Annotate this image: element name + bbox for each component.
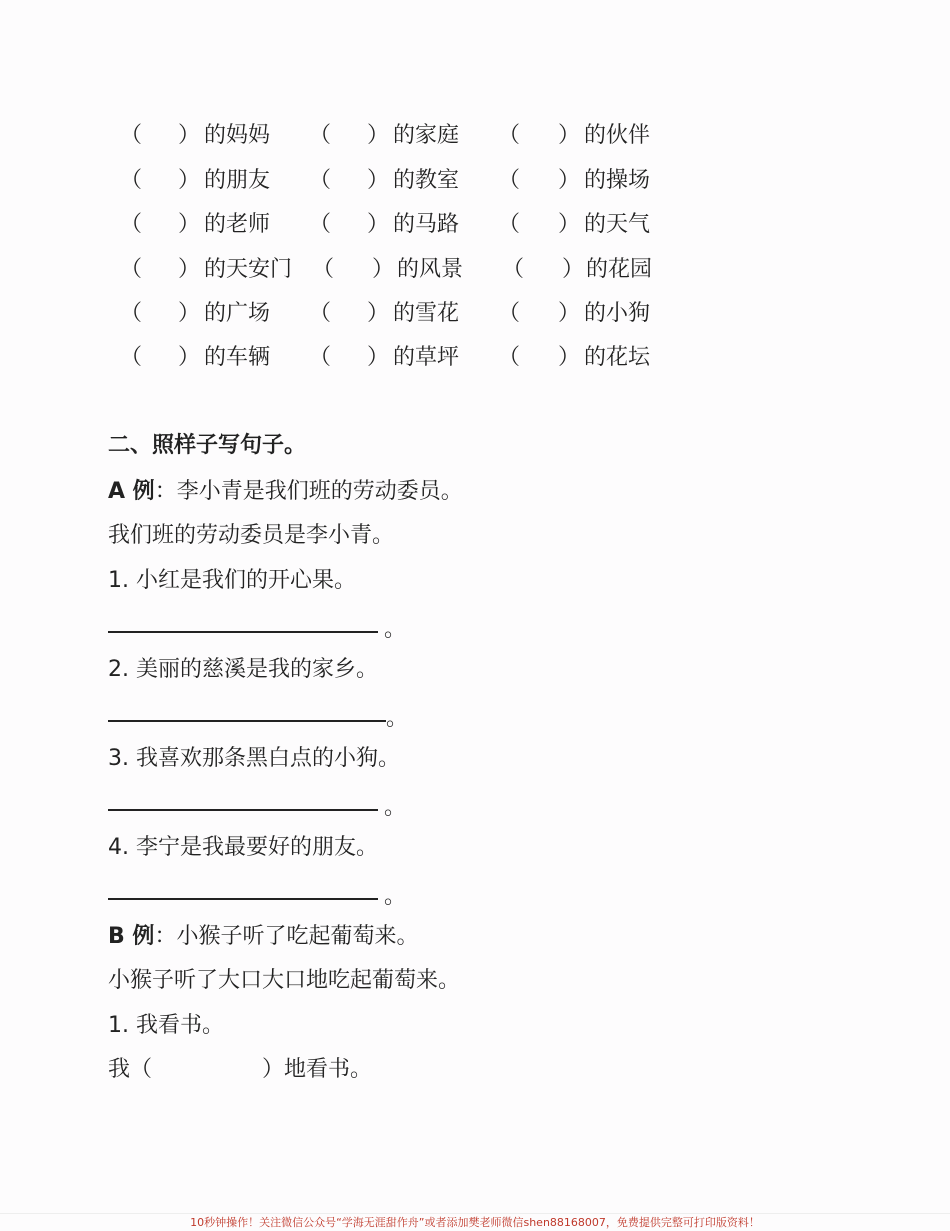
blank-open-paren[interactable]: （ (309, 212, 332, 237)
blank-close-paren: ） (367, 212, 390, 237)
fill-row (0, 252, 950, 282)
example-a-text: ：李小青是我们班的劳动委员。 (154, 479, 463, 504)
blank-close-paren: ） (558, 123, 581, 148)
answer-line-3[interactable] (108, 809, 378, 811)
fill-word: 的妈妈 (204, 123, 271, 148)
fill-word: 的伙伴 (584, 123, 651, 148)
fill-word: 的操场 (584, 168, 651, 193)
example-a (108, 474, 463, 505)
answer-line-4[interactable] (108, 898, 378, 900)
fill-word: 的教室 (393, 168, 460, 193)
blank-close-paren: ） (367, 301, 390, 326)
blank-close-paren: ） (562, 257, 585, 282)
blank-open-paren[interactable]: （ (312, 257, 335, 282)
blank-close-paren: ） (178, 212, 201, 237)
blank-close-paren: ） (558, 301, 581, 326)
blank-close-paren: ） (178, 301, 201, 326)
b-question-1: 1. 我看书。 (108, 1013, 224, 1038)
fill-row (0, 118, 950, 148)
fill-row (0, 163, 950, 193)
fill-row (0, 296, 950, 326)
blank-open-paren[interactable]: （ (120, 168, 143, 193)
example-b-answer: 小猴子听了大口大口地吃起葡萄来。 (108, 968, 461, 993)
section-title: 二、照样子写句子。 (108, 433, 307, 458)
example-a-answer: 我们班的劳动委员是李小青。 (108, 523, 395, 548)
blank-close-paren: ） (558, 168, 581, 193)
question-3: 3. 我喜欢那条黑白点的小狗。 (108, 746, 400, 771)
fill-word: 的风景 (397, 257, 464, 282)
blank-open-paren[interactable]: （ (498, 168, 521, 193)
question-2: 2. 美丽的慈溪是我的家乡。 (108, 657, 378, 682)
period-4: 。 (384, 884, 407, 909)
blank-open-paren[interactable]: （ (120, 257, 143, 282)
example-a-label: A 例 (108, 479, 155, 504)
blank-open-paren[interactable]: （ (120, 301, 143, 326)
blank-open-paren[interactable]: （ (309, 301, 332, 326)
answer-line-2[interactable] (108, 720, 386, 722)
fill-word: 的老师 (204, 212, 271, 237)
blank-open-paren[interactable]: （ (502, 257, 525, 282)
period-1: 。 (384, 617, 407, 642)
fill-word: 的雪花 (393, 301, 460, 326)
b-answer-suffix: ）地看书。 (262, 1057, 373, 1082)
fill-word: 的天安门 (204, 257, 293, 282)
question-1: 1. 小红是我们的开心果。 (108, 568, 356, 593)
footer-notice: 10秒钟操作！关注微信公众号“学海无涯甜作舟”或者添加樊老师微信shen88168007，免费提供完整可打印版资料！ (0, 1213, 950, 1231)
blank-close-paren: ） (367, 168, 390, 193)
fill-word: 的家庭 (393, 123, 460, 148)
fill-word: 的花园 (586, 257, 653, 282)
period-3: 。 (384, 795, 407, 820)
fill-word: 的花坛 (584, 345, 651, 370)
fill-word: 的车辆 (204, 345, 271, 370)
blank-open-paren[interactable]: （ (498, 212, 521, 237)
b-answer-1 (108, 1052, 372, 1083)
blank-open-paren[interactable]: （ (309, 345, 332, 370)
example-b-text: ：小猴子听了吃起葡萄来。 (154, 924, 419, 949)
blank-close-paren: ） (558, 212, 581, 237)
blank-open-paren[interactable]: （ (498, 123, 521, 148)
blank-open-paren[interactable]: （ (498, 301, 521, 326)
fill-word: 的马路 (393, 212, 460, 237)
fill-word: 的小狗 (584, 301, 651, 326)
blank-open-paren[interactable]: （ (120, 345, 143, 370)
blank-open-paren[interactable]: （ (309, 168, 332, 193)
blank-close-paren: ） (178, 168, 201, 193)
fill-word: 的广场 (204, 301, 271, 326)
blank-open-paren[interactable]: （ (309, 123, 332, 148)
fill-word: 的天气 (584, 212, 651, 237)
fill-row (0, 207, 950, 237)
fill-row (0, 340, 950, 370)
question-4: 4. 李宁是我最要好的朋友。 (108, 835, 378, 860)
blank-close-paren: ） (178, 123, 201, 148)
fill-word: 的朋友 (204, 168, 271, 193)
period-2: 。 (386, 706, 409, 731)
fill-word: 的草坪 (393, 345, 460, 370)
example-b (108, 919, 418, 950)
blank-close-paren: ） (367, 123, 390, 148)
blank-close-paren: ） (178, 257, 201, 282)
answer-line-1[interactable] (108, 631, 378, 633)
b-answer-prefix: 我（ (108, 1057, 153, 1082)
blank-open-paren[interactable]: （ (498, 345, 521, 370)
blank-close-paren: ） (558, 345, 581, 370)
blank-close-paren: ） (367, 345, 390, 370)
blank-open-paren[interactable]: （ (120, 212, 143, 237)
example-b-label: B 例 (108, 924, 155, 949)
blank-open-paren[interactable]: （ (120, 123, 143, 148)
blank-close-paren: ） (178, 345, 201, 370)
blank-close-paren: ） (372, 257, 395, 282)
